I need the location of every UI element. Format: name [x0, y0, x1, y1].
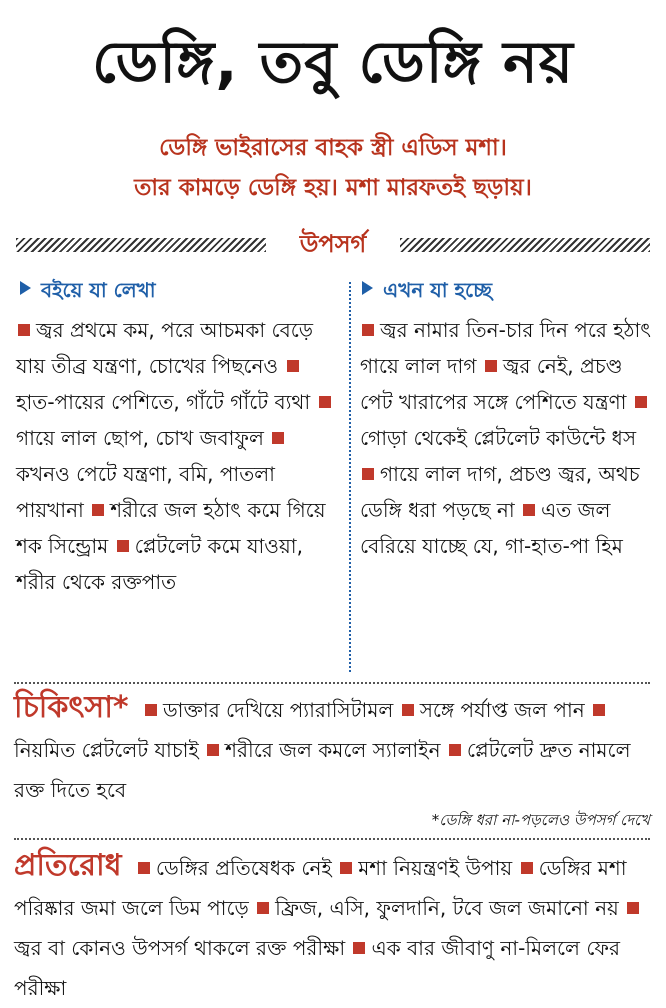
list-item: মশা নিয়ন্ত্রণই উপায় — [358, 856, 513, 880]
right-column-heading: এখন যা হচ্ছে — [362, 274, 492, 306]
list-item: জ্বর নেই, প্রচণ্ড পেট খারাপের সঙ্গে পেশিতে যন্ত্রণা — [360, 354, 627, 414]
square-bullet-icon — [449, 744, 461, 756]
list-item: নিয়মিত প্লেটলেট যাচাই — [14, 738, 199, 762]
list-item: গোড়া থেকেই প্লেটলেট কাউন্টে ধস — [360, 390, 653, 450]
list-item: গায়ে লাল ছোপ, চোখ জবাফুল — [16, 390, 337, 450]
square-bullet-icon — [272, 432, 284, 444]
treatment-footnote: *ডেঙ্গি ধরা না-পড়লেও উপসর্গ দেখে — [431, 811, 650, 829]
left-column-heading: বইয়ে যা লেখা — [20, 274, 156, 306]
prevention-section — [14, 846, 654, 1008]
section-divider — [14, 838, 650, 840]
list-item: ফ্রিজ, এসি, ফুলদানি, টবে জল জমানো নয় — [275, 896, 619, 920]
square-bullet-icon — [635, 396, 647, 408]
square-bullet-icon — [521, 862, 533, 874]
square-bullet-icon — [145, 704, 157, 716]
square-bullet-icon — [287, 360, 299, 372]
symptoms-heading: উপসর্গ — [299, 230, 367, 258]
list-item: শরীরে জল হঠাৎ কমে গিয়ে শক সিন্ড্রোম — [16, 498, 326, 558]
square-bullet-icon — [362, 468, 374, 480]
triangle-icon — [20, 281, 31, 295]
list-item: প্লেটলেট দ্রুত নামলে রক্ত দিতে হবে — [14, 738, 631, 802]
list-item: সঙ্গে পর্যাপ্ত জল পান — [419, 698, 585, 722]
page-title: ডেঙ্গি, তবু ডেঙ্গি নয় — [92, 28, 574, 96]
square-bullet-icon — [319, 396, 331, 408]
treatment-label: চিকিৎসা* — [14, 690, 129, 725]
square-bullet-icon — [117, 540, 129, 552]
list-item: প্লেটলেট কমে যাওয়া, শরীর থেকে রক্তপাত — [16, 534, 303, 594]
treatment-section — [14, 688, 654, 810]
prevention-label: প্রতিরোধ — [14, 848, 122, 883]
intro-line-2: তার কামড়ে ডেঙ্গি হয়। মশা মারফতই ছড়ায়। — [134, 175, 532, 201]
list-item: জ্বর নামার তিন-চার দিন পরে হঠাৎ গায়ে লাল দাগ — [360, 318, 651, 378]
square-bullet-icon — [627, 902, 639, 914]
list-item: হাত-পায়ের পেশিতে, গাঁটে গাঁটে ব্যথা — [16, 354, 310, 414]
square-bullet-icon — [92, 504, 104, 516]
square-bullet-icon — [257, 902, 269, 914]
square-bullet-icon — [523, 504, 535, 516]
list-item: ডেঙ্গির মশা পরিষ্কার জমা জলে ডিম পাড়ে — [14, 856, 627, 920]
square-bullet-icon — [353, 942, 365, 954]
left-symptom-list — [16, 312, 338, 600]
list-item: জ্বর বা কোনও উপসর্গ থাকলে রক্ত পরীক্ষা — [14, 936, 346, 960]
list-item: শরীরে জল কমলে স্যালাইন — [225, 738, 441, 762]
square-bullet-icon — [138, 862, 150, 874]
list-item: জ্বর প্রথমে কম, পরে আচমকা বেড়ে যায় তীব্র যন্ত্রণা, চোখের পিছনেও — [16, 318, 314, 378]
square-bullet-icon — [207, 744, 219, 756]
section-divider — [14, 682, 650, 684]
square-bullet-icon — [18, 324, 30, 336]
intro-line-1: ডেঙ্গি ভাইরাসের বাহক স্ত্রী এডিস মশা। — [159, 135, 507, 161]
list-item: ডেঙ্গির প্রতিষেধক নেই — [155, 856, 332, 880]
list-item: ডাক্তার দেখিয়ে প্যারাসিটামল — [162, 698, 394, 722]
square-bullet-icon — [485, 360, 497, 372]
list-item: এত জল বেরিয়ে যাচ্ছে যে, গা-হাত-পা হিম — [360, 498, 623, 558]
square-bullet-icon — [402, 704, 414, 716]
section-rule-right — [400, 238, 650, 252]
list-item: এক বার জীবাণু না-মিললে ফের পরীক্ষা — [14, 936, 621, 1000]
right-symptom-list — [360, 312, 656, 564]
square-bullet-icon — [593, 704, 605, 716]
list-item: গায়ে লাল দাগ, প্রচণ্ড জ্বর, অথচ ডেঙ্গি ধরা পড়ছে না — [360, 462, 640, 522]
list-item: কখনও পেটে যন্ত্রণা, বমি, পাতলা পায়খানা — [16, 426, 290, 522]
column-divider — [349, 282, 351, 672]
square-bullet-icon — [340, 862, 352, 874]
triangle-icon — [362, 281, 373, 295]
square-bullet-icon — [362, 324, 374, 336]
